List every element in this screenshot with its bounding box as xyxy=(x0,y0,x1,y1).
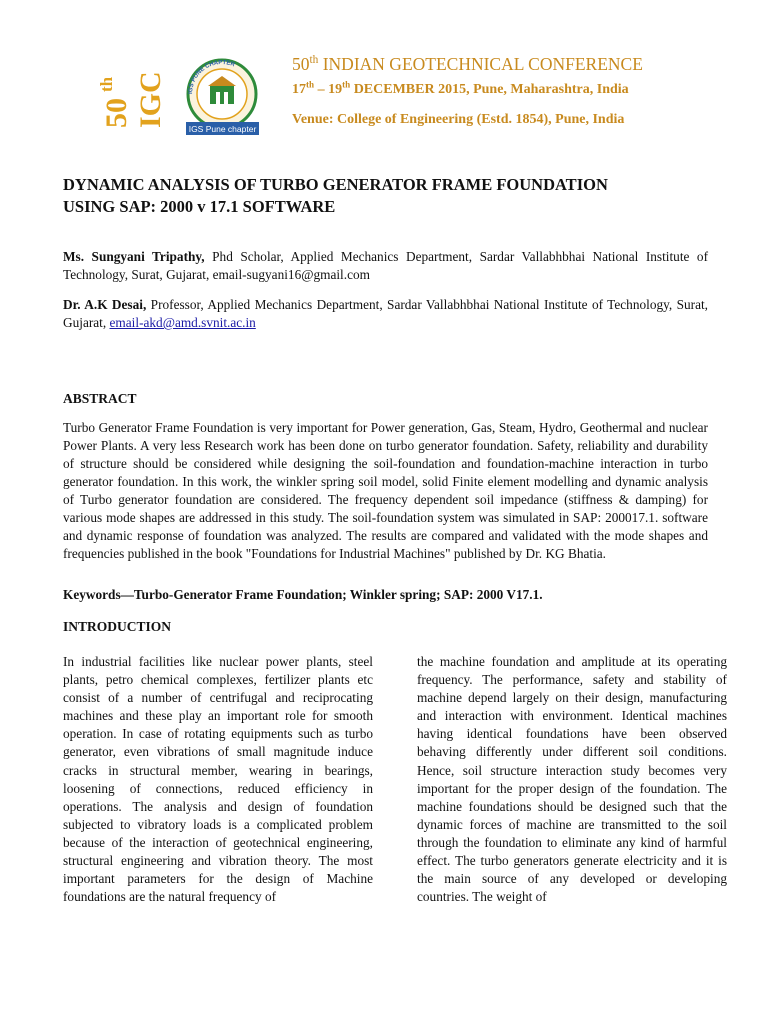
author-2-email-link[interactable]: email-akd@amd.svnit.ac.in xyxy=(109,315,256,330)
logo-caption: IGS Pune chapter xyxy=(188,124,257,134)
author-2-affiliation: Professor, Applied Mechanics Department, Sardar Vallabhbhai National Institute of Technology, Surat, Gujarat, xyxy=(63,297,709,330)
conference-venue: Venue: College of Engineering (Estd. 1854), Pune, India xyxy=(292,112,625,127)
igs-pune-chapter-logo xyxy=(180,52,265,137)
author-2-name: Dr. A.K Desai, xyxy=(63,297,147,312)
paper-title-line-2: USING SAP: 2000 v 17.1 SOFTWARE xyxy=(63,197,336,216)
keywords: Keywords—Turbo-Generator Frame Foundation; Winkler spring; SAP: 2000 V17.1. xyxy=(63,587,543,602)
side-logo-sup: th xyxy=(97,76,116,92)
abstract-text: Turbo Generator Frame Foundation is very important for Power generation, Gas, Steam, Hydro, Geothermal and nuclear Power Plants. A very less Research work has been done on turbo generator foundation. Safety, reliability and durability of structure should be considered while designing the soil-foundation and foundation-machine interaction in turbo generator foundation. In this work, the winkler spring soil model, solid Finite element modelling and dynamic analysis of Turbo generator foundation are considered. The frequency dependent soil impedance (stiffness & damping) for various mode shapes are addressed in this study. The soil-foundation system was simulated in SAP: 200017.1. software and dynamic response of foundation was analyzed. The results are compared and validated with the mode shapes and frequencies published in the book "Foundations for Industrial Machines" published by Dr. KG Bhatia. xyxy=(63,420,708,561)
paper-title xyxy=(63,174,703,218)
side-50th-igc-logo xyxy=(97,50,170,130)
author-1-name: Ms. Sungyani Tripathy, xyxy=(63,249,205,264)
logo-ring-text: IGS PUNE CHAPTER xyxy=(187,59,236,95)
abstract-heading: ABSTRACT xyxy=(63,391,137,406)
author-1-affiliation: Phd Scholar, Applied Mechanics Department, Sardar Vallabhbhai National Institute of Technology, Surat, Gujarat, email-sugyani16@gmail.com xyxy=(63,249,709,282)
conference-title: 50th INDIAN GEOTECHNICAL CONFERENCE xyxy=(292,54,643,74)
author-2 xyxy=(63,296,708,332)
introduction-column-left: In industrial facilities like nuclear power plants, steel plants, petro chemical complexes, fertilizer plants etc consist of a number of centrifugal and reciprocating machines and these play an important role for smooth operation. In case of rotating equipments such as turbo generator, even vibrations of small magnitude induce cracks in structural member, wearing in bearings, loosening of connections, reduced efficiency in operations. The analysis and design of foundation subjected to vibratory loads is a complicated problem because of the interaction of geotechnical engineering, structural engineering and vibration theory. The most important parameters for the design of Machine foundations are the natural frequency of xyxy=(63,654,373,905)
introduction-column-right: the machine foundation and amplitude at its operating frequency. The performance, safety and stability of machine depend largely on their design, manufacturing and interaction with environment. Identical machines having identical foundations have been observed behaving differently under different soil conditions. Hence, soil structure interaction study becomes very important for the proper design of the foundation. The machine foundations should be designed such that the dynamic forces of machine are transmitted to the soil through the foundation to eliminate any kind of harmful effect. The turbo generators generate electricity and it is the main source of any developed or developing countries. The weight of xyxy=(417,654,727,905)
paper-title-line-1: DYNAMIC ANALYSIS OF TURBO GENERATOR FRAME FOUNDATION xyxy=(63,175,608,194)
side-logo-word: IGC xyxy=(134,71,167,128)
introduction-heading: INTRODUCTION xyxy=(63,619,172,634)
author-1 xyxy=(63,248,708,284)
side-logo-number: 50 xyxy=(100,98,133,128)
conference-header xyxy=(0,0,768,140)
conference-dates: 17th – 19th DECEMBER 2015, Pune, Maharashtra, India xyxy=(292,79,629,97)
